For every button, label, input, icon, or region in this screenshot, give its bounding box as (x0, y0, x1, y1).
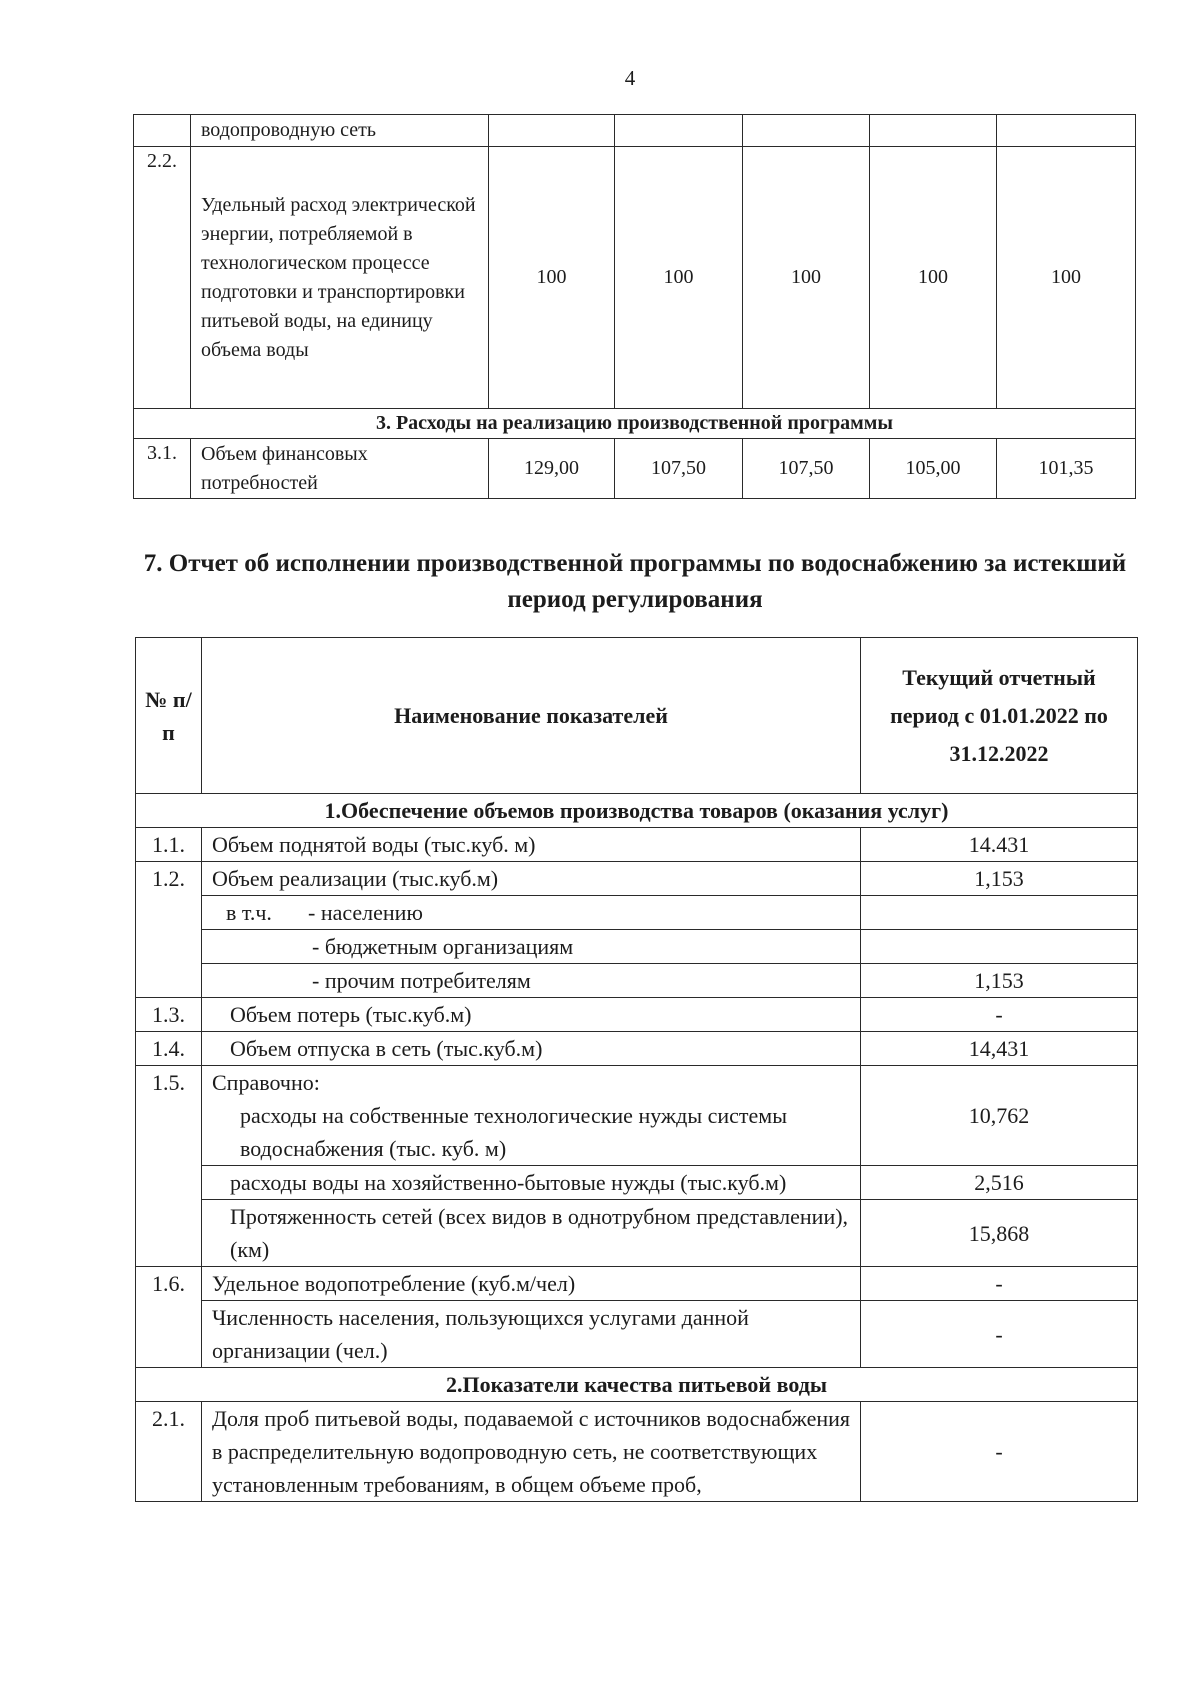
row-name-cell: расходы воды на хозяйственно-бытовые нужды (тыс.куб.м) (202, 1166, 861, 1200)
value-cell: 100 (489, 147, 615, 409)
row-name-cell: Объем реализации (тыс.куб.м) (202, 862, 861, 896)
header-row (136, 638, 1138, 794)
row-name-cell: Объем финансовых потребностей (191, 439, 489, 499)
row-name-cell: Численность населения, пользующихся услугами данной организации (чел.) (202, 1301, 861, 1368)
row-name-cell: Протяженность сетей (всех видов в однотрубном представлении), (км) (202, 1200, 861, 1267)
row-number-cell: 1.5. (136, 1066, 202, 1267)
row-number-cell: 1.6. (136, 1267, 202, 1368)
reference-item: расходы на собственные технологические нужды системы водоснабжения (тыс. куб. м) (240, 1103, 787, 1161)
report-table (135, 637, 1138, 1502)
continuation-table (133, 114, 1136, 499)
value-cell: - (861, 1301, 1138, 1368)
row-number-cell: 3.1. (134, 439, 191, 499)
section-row (134, 409, 1136, 439)
value-cell: 14,431 (861, 1032, 1138, 1066)
row-name-cell: - бюджетным организациям (202, 930, 861, 964)
section-row (136, 794, 1138, 828)
section-heading: 2.Показатели качества питьевой воды (136, 1368, 1138, 1402)
table-row (134, 115, 1136, 147)
header-period: Текущий отчетный период с 01.01.2022 по 31.12.2022 (861, 638, 1138, 794)
row-number-cell: 1.2. (136, 862, 202, 998)
table-row (136, 1066, 1138, 1166)
page-number: 4 (624, 66, 636, 90)
row-number-cell: 1.3. (136, 998, 202, 1032)
table-row (136, 1402, 1138, 1502)
table-row (136, 998, 1138, 1032)
table-row (136, 1267, 1138, 1301)
value-cell: - (861, 1402, 1138, 1502)
value-cell: 107,50 (615, 439, 743, 499)
table-row (136, 1032, 1138, 1066)
value-cell: 100 (743, 147, 870, 409)
value-cell: 100 (870, 147, 997, 409)
row-number-cell: 1.1. (136, 828, 202, 862)
row-number-cell: 2.1. (136, 1402, 202, 1502)
row-number-cell: 2.2. (134, 147, 191, 409)
row-number-cell (134, 115, 191, 147)
table-row (136, 1166, 1138, 1200)
row-name-cell: водопроводную сеть (191, 115, 489, 147)
section-heading: 1.Обеспечение объемов производства товаров (оказания услуг) (136, 794, 1138, 828)
table-row (136, 930, 1138, 964)
value-cell: 100 (997, 147, 1136, 409)
table-row (134, 147, 1136, 409)
sub-label: - населению (308, 900, 423, 925)
row-name-cell: - прочим потребителям (202, 964, 861, 998)
value-cell: 15,868 (861, 1200, 1138, 1267)
table-row (136, 1200, 1138, 1267)
row-name-cell: Доля проб питьевой воды, подаваемой с источников водоснабжения в распределительную водопроводную сеть, не соответствующих установленным требованиям, в общем объеме проб, (202, 1402, 861, 1502)
table-row (134, 439, 1136, 499)
value-cell: 1,153 (861, 964, 1138, 998)
value-cell (861, 930, 1138, 964)
value-cell: - (861, 998, 1138, 1032)
value-cell (861, 896, 1138, 930)
value-cell: 2,516 (861, 1166, 1138, 1200)
row-name-cell: Удельный расход электрической энергии, потребляемой в технологическом процессе подготовки и транспортировки питьевой воды, на единицу объема воды (191, 147, 489, 409)
section-title: 7. Отчет об исполнении производственной программы по водоснабжению за истекший период регулирования (143, 550, 1127, 613)
row-number-cell: 1.4. (136, 1032, 202, 1066)
row-name-cell (202, 1066, 861, 1166)
row-name-cell: Удельное водопотребление (куб.м/чел) (202, 1267, 861, 1301)
value-cell: 101,35 (997, 439, 1136, 499)
table-row (136, 964, 1138, 998)
value-cell: 107,50 (743, 439, 870, 499)
value-cell: 10,762 (861, 1066, 1138, 1166)
section-heading: 3. Расходы на реализацию производственной программы (134, 409, 1136, 439)
table-row (136, 896, 1138, 930)
value-cell: 100 (615, 147, 743, 409)
row-name-cell: Объем отпуска в сеть (тыс.куб.м) (202, 1032, 861, 1066)
reference-title: Справочно: (212, 1070, 320, 1095)
value-cell: 1,153 (861, 862, 1138, 896)
sub-prefix: в т.ч. (226, 900, 272, 925)
header-num: № п/п (136, 638, 202, 794)
value-cell: - (861, 1267, 1138, 1301)
header-name: Наименование показателей (202, 638, 861, 794)
table-row (136, 862, 1138, 896)
table-row (136, 1301, 1138, 1368)
section-row (136, 1368, 1138, 1402)
table-row (136, 828, 1138, 862)
value-cell: 105,00 (870, 439, 997, 499)
row-name-cell: Объем поднятой воды (тыс.куб. м) (202, 828, 861, 862)
value-cell: 14.431 (861, 828, 1138, 862)
row-name-cell: Объем потерь (тыс.куб.м) (202, 998, 861, 1032)
row-name-cell (202, 896, 861, 930)
value-cell: 129,00 (489, 439, 615, 499)
